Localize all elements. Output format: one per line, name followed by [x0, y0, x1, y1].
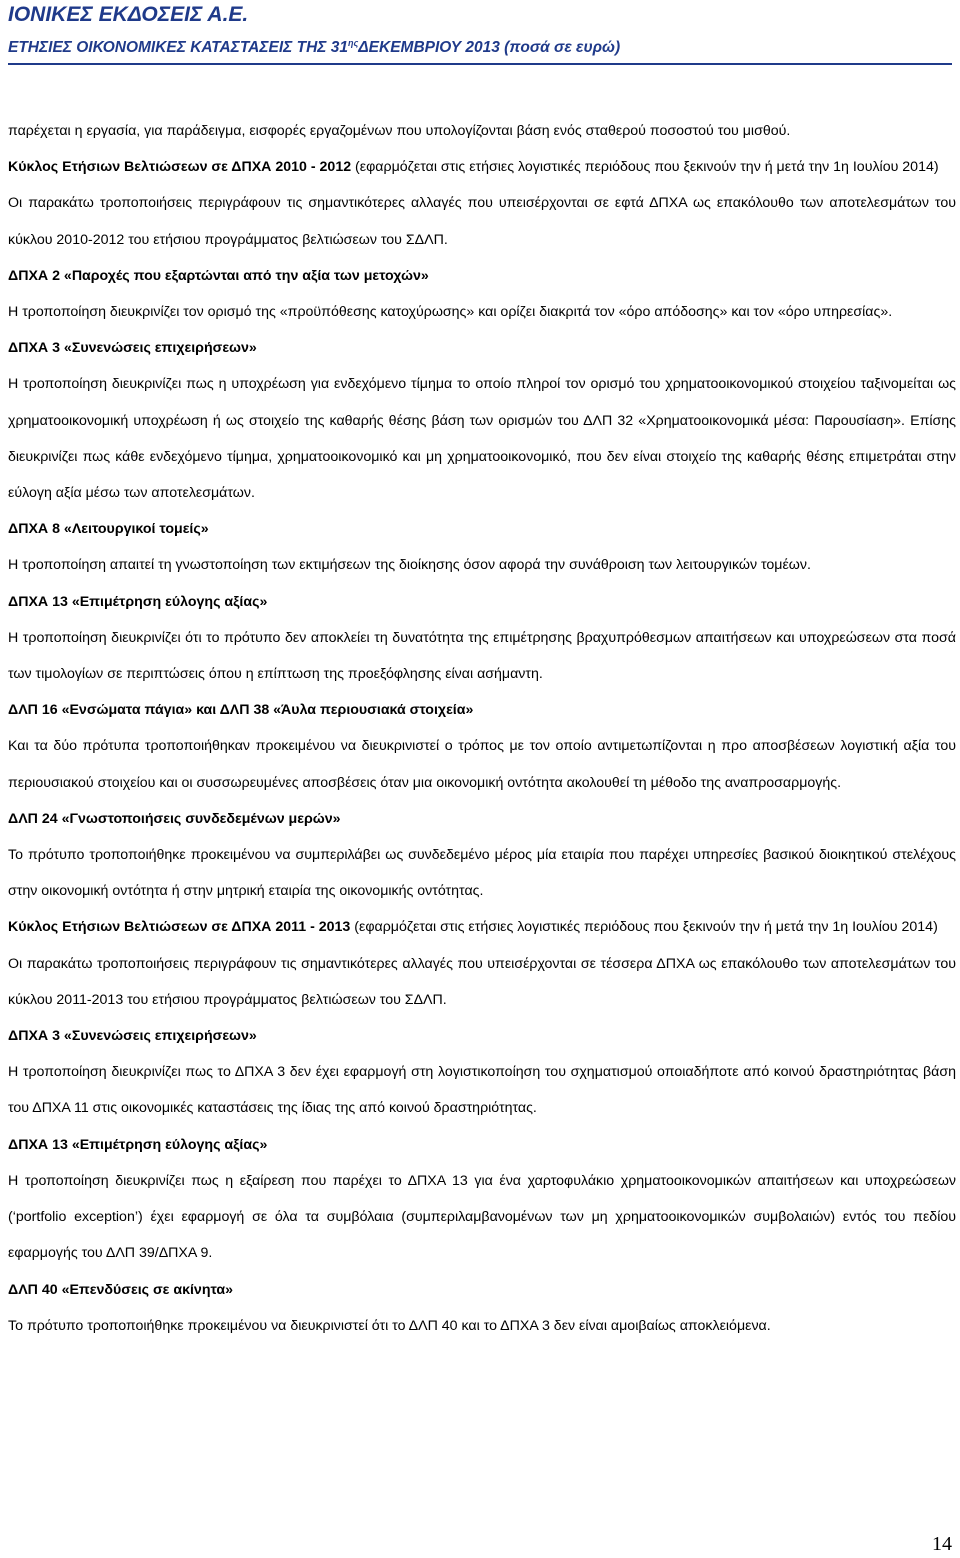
section-heading: ΔΠΧΑ 3 «Συνενώσεις επιχειρήσεων»	[8, 340, 257, 357]
section-heading: ΔΠΧΑ 2 «Παροχές που εξαρτώνται από την αξία των μετοχών»	[8, 267, 429, 284]
paragraph: Οι παρακάτω τροποποιήσεις περιγράφουν τις σημαντικότερες αλλαγές που υπεισέρχονται σε εφτά ΔΠΧΑ ως επακόλουθο των αποτελεσμάτων του κύκλου 2010-2012 του ετήσιου προγράμματος βελτιώσεων του ΣΔΛΠ.	[8, 195, 956, 248]
paragraph: Οι παρακάτω τροποποιήσεις περιγράφουν τις σημαντικότερες αλλαγές που υπεισέρχονται σε τέσσερα ΔΠΧΑ ως επακόλουθο των αποτελεσμάτων του κύκλου 2011-2013 του ετήσιου προγράμματος βελτιώσεων του ΣΔΛΠ.	[8, 955, 956, 1008]
paragraph: Η τροποποίηση διευκρινίζει τον ορισμό της «προϋπόθεσης κατοχύρωσης» και ορίζει διακριτά τον «όρο απόδοσης» και τον «όρο υπηρεσίας».	[8, 304, 893, 321]
section-intro-text: (εφαρμόζεται στις ετήσιες λογιστικές περιόδους που ξεκινούν την ή μετά την 1η Ιουλίου 2014)	[350, 919, 938, 936]
document-body	[8, 113, 956, 1344]
paragraph: Η τροποποίηση διευκρινίζει πως η υποχρέωση για ενδεχόμενο τίμημα το οποίο πληροί τον ορισμό του χρηματοοικονομικού στοιχείου ταξινομείται ως χρηματοοικονομική υποχρέωση ή ως στοιχείο της καθαρής θέσης βάση των ορισμών του ΔΛΠ 32 «Χρηματοοικονομικά μέσα: Παρουσίαση». Επίσης διευκρινίζει πως κάθε ενδεχόμενο τίμημα, χρηματοοικονομικό και μη χρηματοοικονομικό, που δεν είναι στοιχείο της καθαρής θέσης επιμετράται στην εύλογη αξία μέσω των αποτελεσμάτων.	[8, 376, 956, 502]
section-intro-text: (εφαρμόζεται στις ετήσιες λογιστικές περιόδους που ξεκινούν την ή μετά την 1η Ιουλίου 2014)	[351, 159, 939, 176]
section-intro-paragraph	[8, 909, 956, 945]
section-heading: ΔΠΧΑ 8 «Λειτουργικοί τομείς»	[8, 521, 209, 538]
section-heading: ΔΠΧΑ 13 «Επιμέτρηση εύλογης αξίας»	[8, 593, 268, 610]
paragraph: Η τροποποίηση διευκρινίζει πως το ΔΠΧΑ 3 δεν έχει εφαρμογή στη λογιστικοποίηση του σχηματισμού οποιαδήποτε από κοινού δραστηριότητας βάση του ΔΠΧΑ 11 στις οικονομικές καταστάσεις της ίδιας της από κοινού δραστηριότητας.	[8, 1064, 956, 1117]
paragraph: παρέχεται η εργασία, για παράδειγμα, εισφορές εργαζομένων που υπολογίζονται βάση ενός σταθερού ποσοστού του μισθού.	[8, 123, 791, 139]
paragraph: Η τροποποίηση απαιτεί τη γνωστοποίηση των εκτιμήσεων της διοίκησης όσον αφορά την συνάθροιση των λειτουργικών τομέων.	[8, 557, 811, 574]
section-heading: ΔΠΧΑ 13 «Επιμέτρηση εύλογης αξίας»	[8, 1136, 268, 1153]
section-intro-bold: Κύκλος Ετήσιων Βελτιώσεων σε ΔΠΧΑ 2010 - 2012	[8, 159, 352, 176]
paragraph: Και τα δύο πρότυπα τροποποιήθηκαν προκειμένου να διευκρινιστεί ο τρόπος με τον οποίο αντιμετωπίζονται η προ αποσβέσεων λογιστική αξία του περιουσιακού στοιχείου και οι συσσωρευμένες αποσβέσεις όταν μια οικονομική οντότητα ακολουθεί τη μέθοδο της αναπροσαρμογής.	[8, 738, 956, 791]
paragraph: Το πρότυπο τροποποιήθηκε προκειμένου να συμπεριλάβει ως συνδεδεμένο μέρος μία εταιρία που παρέχει υπηρεσίες βασικού διοικητικού στελέχους στην οικονομική οντότητα ή στην μητρική εταιρία της οικονομικής οντότητας.	[8, 847, 956, 900]
section-heading: ΔΠΧΑ 3 «Συνενώσεις επιχειρήσεων»	[8, 1028, 257, 1045]
subtitle-ordinal-suffix: ης	[347, 38, 359, 48]
paragraph: Η τροποποίηση διευκρινίζει πως η εξαίρεση που παρέχει το ΔΠΧΑ 13 για ένα χαρτοφυλάκιο χρηματοοικονομικών απαιτήσεων και υποχρεώσεων (‘portfolio exception’) έχει εφαρμογή σε όλα τα συμβόλαια (συμπεριλαμβανομένων των μη χρηματοοικονομικών συμβολαιών) εντός του πεδίου εφαρμογής του ΔΛΠ 39/ΔΠΧΑ 9.	[8, 1172, 956, 1262]
page-number: 14	[932, 1533, 952, 1555]
company-name: ΙΟΝΙΚΕΣ ΕΚΔΟΣΕΙΣ Α.Ε.	[8, 3, 249, 26]
report-subtitle	[8, 33, 952, 58]
subtitle-text-end: ΔΕΚΕΜΒΡΙΟΥ 2013 (ποσά σε ευρώ)	[358, 39, 621, 56]
header-rule	[8, 63, 952, 65]
section-intro-bold: Κύκλος Ετήσιων Βελτιώσεων σε ΔΠΧΑ 2011 - 2013	[8, 919, 351, 936]
section-heading: ΔΛΠ 24 «Γνωστοποιήσεις συνδεδεμένων μερών»	[8, 810, 341, 827]
section-intro-paragraph	[8, 149, 956, 185]
subtitle-text-start: ΕΤΗΣΙΕΣ ΟΙΚΟΝΟΜΙΚΕΣ ΚΑΤΑΣΤΑΣΕΙΣ ΤΗΣ 31	[8, 39, 348, 56]
section-heading: ΔΛΠ 16 «Ενσώματα πάγια» και ΔΛΠ 38 «Άυλα περιουσιακά στοιχεία»	[8, 702, 474, 719]
paragraph: Η τροποποίηση διευκρινίζει ότι το πρότυπο δεν αποκλείει τη δυνατότητα της επιμέτρησης βραχυπρόθεσμων απαιτήσεων και υποχρεώσεων στα ποσά των τιμολογίων σε περιπτώσεις όπου η επίπτωση της προεξόφλησης είναι ασήμαντη.	[8, 629, 956, 683]
section-heading: ΔΛΠ 40 «Επενδύσεις σε ακίνητα»	[8, 1281, 234, 1298]
paragraph: Το πρότυπο τροποποιήθηκε προκειμένου να διευκρινιστεί ότι το ΔΛΠ 40 και το ΔΠΧΑ 3 δεν είναι αμοιβαίως αποκλειόμενα.	[8, 1317, 771, 1334]
page-header	[8, 0, 952, 58]
